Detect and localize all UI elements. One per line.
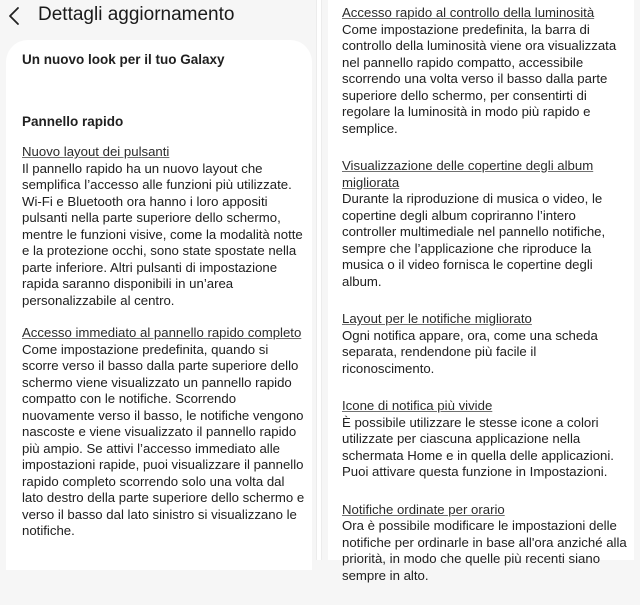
feature-title: Accesso immediato al pannello rapido completo (22, 325, 302, 340)
feature-text: Durante la riproduzione di musica o video, le copertine degli album copriranno l’intero controller multimediale nel pannello notifiche, sempre che l’applicazione che riproduce la musica o il video fornisca le copertine degli album. (342, 191, 606, 289)
feature-title: Visualizzazione delle copertine degli album migliorata (342, 158, 594, 190)
right-screen (322, 0, 640, 583)
update-content (22, 51, 308, 556)
feature-item (22, 325, 308, 540)
update-content (342, 5, 630, 605)
chevron-left-icon (6, 6, 24, 26)
feature-text: Ogni notifica appare, ora, come una scheda separata, rendendone più facile il riconoscimento. (342, 327, 598, 376)
feature-text: Come impostazione predefinita, la barra di controllo della luminosità viene ora visualizzata nel pannello rapido compatto, accessibile scorrendo una volta verso il basso dalla parte superiore dello schermo, per consentirti di regolare la luminosità in modo più rapido e semplice. (342, 21, 617, 136)
left-screen (0, 0, 316, 560)
update-heading: Un nuovo look per il tuo Galaxy (22, 52, 225, 67)
update-details-card (328, 0, 634, 583)
feature-item (342, 311, 630, 377)
feature-title: Accesso rapido al controllo della luminosità (342, 5, 595, 20)
app-bar (0, 0, 316, 36)
feature-text: Il pannello rapido ha un nuovo layout che semplifica l’accesso alle funzioni più utilizzate. Wi-Fi e Bluetooth ora hanno i loro appositi pulsanti nella parte superiore dello schermo, mentre le funzioni visive, come la modalità notte e la protezione occhi, sono state spostate nella parte inferiore. Altri pulsanti di impostazione rapida saranno disponibili in un’area personalizzabile al centro. (22, 160, 303, 308)
feature-item (342, 158, 630, 290)
feature-title: Notifiche ordinate per orario (342, 501, 505, 517)
feature-item (342, 502, 630, 585)
section-title: Pannello rapido (22, 114, 124, 129)
feature-text: Come impostazione predefinita, quando si scorre verso il basso dalla parte superiore dello schermo viene visualizzato un pannello rapido compatto con le notifiche. Scorrendo nuovamente verso il basso, le notifiche vengono nascoste e viene visualizzato il pannello rapido più ampio. Se attivi l’accesso immediato alle impostazioni rapide, puoi visualizzare il pannello rapido completo scorrendo solo una volta dal lato destro della parte superiore dello schermo e verso il basso dal lato sinistro si visualizzano le notifiche. (22, 341, 305, 538)
feature-item (22, 144, 308, 309)
feature-title: Nuovo layout dei pulsanti (22, 144, 170, 159)
page-title: Dettagli aggiornamento (38, 4, 235, 25)
feature-text: È possibile utilizzare le stesse icone a colori utilizzate per ciascuna applicazione nella schermata Home e in quella delle applicazioni. Puoi attivare questa funzione in Impostazioni. (342, 414, 614, 479)
feature-title: Layout per le notifiche migliorato (342, 311, 532, 326)
feature-title: Icone di notifica più vivide (342, 398, 493, 413)
feature-item (342, 398, 630, 481)
feature-text: Ora è possibile modificare le impostazioni delle notifiche per ordinarle in base all'ora anziché alla priorità, in modo che quelle più recenti siano sempre in alto. (342, 518, 627, 583)
back-button[interactable] (6, 6, 24, 26)
update-details-card (6, 40, 312, 570)
feature-item (342, 5, 630, 137)
